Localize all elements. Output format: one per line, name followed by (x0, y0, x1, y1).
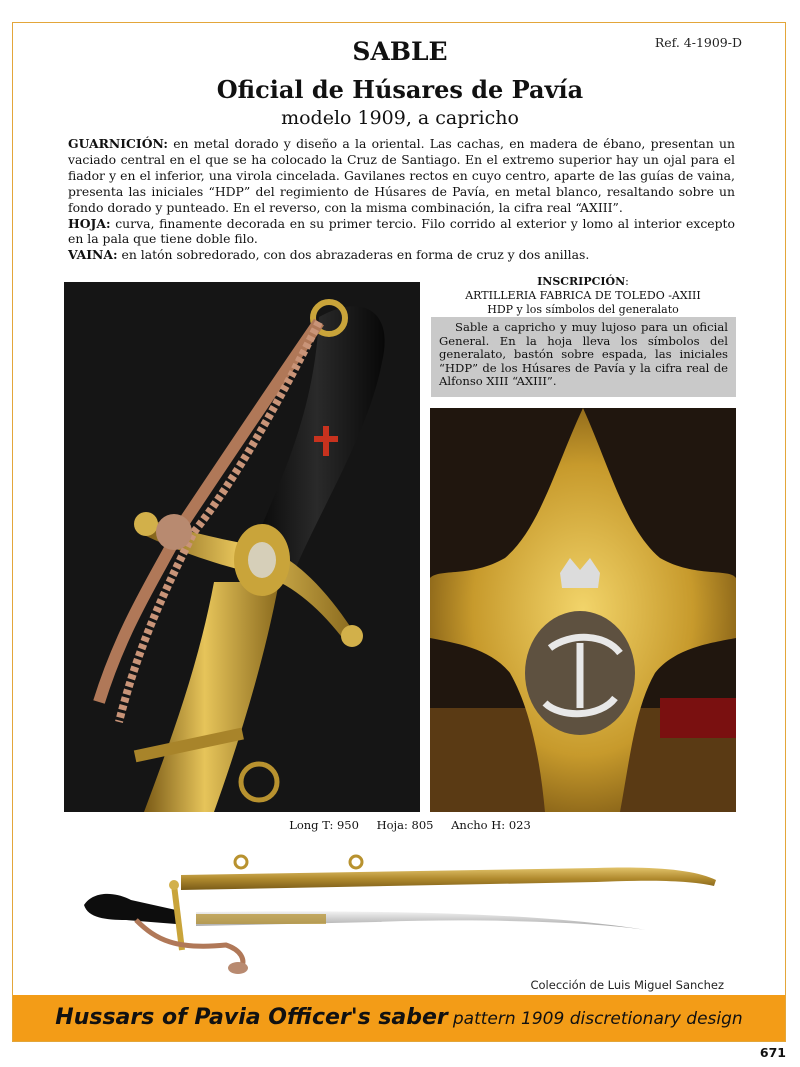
measurement-long: Long T: 950 (289, 818, 359, 832)
inscription-line1: ARTILLERIA FABRICA DE TOLEDO -AXIII (465, 289, 701, 302)
crossguard-closeup-photo (430, 408, 736, 812)
description (68, 136, 735, 263)
reference-code: Ref. 4-1909-D (654, 35, 742, 50)
full-saber-photo (76, 850, 728, 975)
english-title-banner (13, 995, 785, 1041)
page-title-line2: Oficial de Húsares de Pavía (216, 75, 584, 104)
page-subtitle: modelo 1909, a capricho (281, 107, 519, 129)
description-vaina: VAINA: en latón sobredorado, con dos abrazaderas en forma de cruz y dos anillas. (68, 247, 590, 263)
inscription: INSCRIPCIÓN: ARTILLERIA FABRICA DE TOLEDO -AXIII HDP y los símbolos del generalato (430, 275, 736, 317)
description-hoja: HOJA: curva, finamente decorada en su primer tercio. Filo corrido al exterior y lomo al interior excepto en la pala que tiene doble filo. (68, 215, 735, 247)
inscription-label: INSCRIPCIÓN (537, 275, 626, 288)
measurement-hoja: Hoja: 805 (376, 818, 434, 832)
hilt-photo (64, 282, 420, 812)
measurements (0, 818, 800, 832)
banner-main-text: Hussars of Pavia Officer's saber (55, 1005, 448, 1030)
page-title: SABLE (352, 37, 448, 66)
description-guarnicion: GUARNICIÓN: en metal dorado y diseño a la oriental. Las cachas, en madera de ébano, presentan un vaciado central en el que se ha colocado la Cruz de Santiago. En el extremo superior hay un ojal para el fiador y en el inferior, una virola cincelada. Gavilanes rectos en cuyo centro, aparte de las guías de vaina, presenta las iniciales “HDP” del regimiento de Húsares de Pavía, en metal blanco, resaltando sobre un fondo dorado y punteado. En el reverso, con la misma combinación, la cifra real “AXIII”. (68, 136, 735, 215)
page-number: 671 (759, 1045, 786, 1060)
banner-sub-text: pattern 1909 discretionary design (452, 1009, 743, 1029)
inscription-line2: HDP y los símbolos del generalato (487, 303, 679, 316)
note-box: Sable a capricho y muy lujoso para un oficial General. En la hoja lleva los símbolos del generalato, bastón sobre espada, las iniciales “HDP” de los Húsares de Pavía y la cifra real de Alfonso XIII “AXIII”. (431, 317, 736, 397)
collection-credit: Colección de Luis Miguel Sanchez (530, 978, 724, 992)
measurement-ancho: Ancho H: 023 (451, 818, 531, 832)
